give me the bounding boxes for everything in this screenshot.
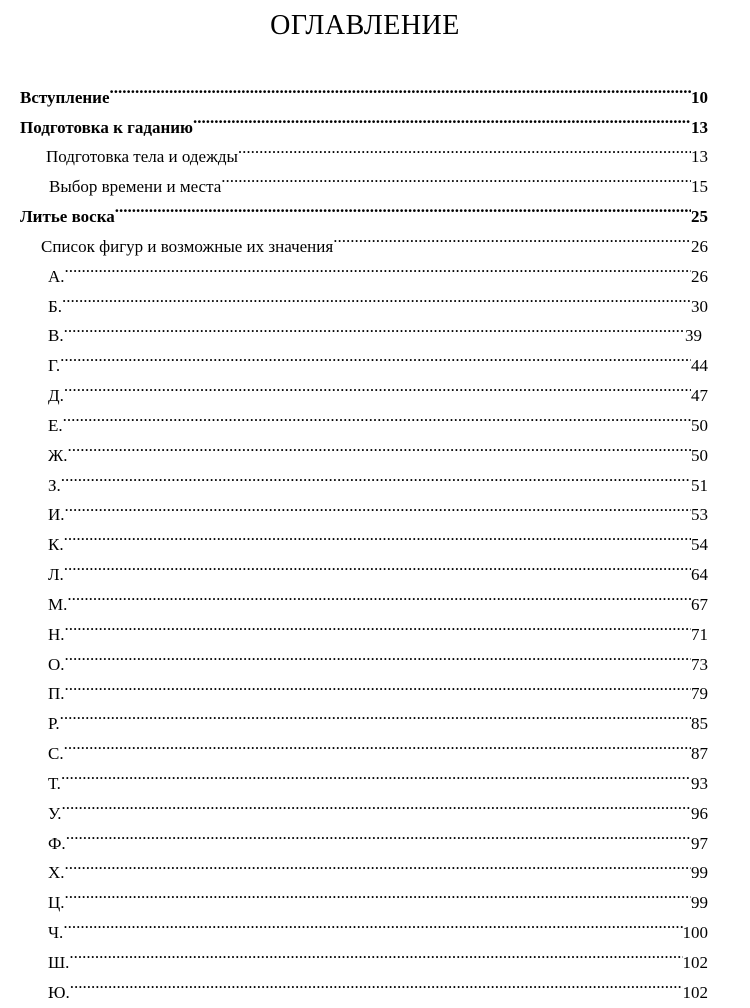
toc-entry-letter[interactable] [20,729,708,764]
dot-leader [110,73,691,103]
dot-leader [221,162,691,192]
toc-entry-label: К. [48,535,64,555]
dot-leader [62,282,691,312]
toc-entry-page-number: 97 [691,833,708,853]
toc-entry-page-number: 99 [691,893,708,913]
dot-leader [64,520,691,550]
toc-entry-page-number: 93 [691,773,708,793]
toc-entry-page-number: 96 [691,803,708,823]
dot-leader [60,699,691,729]
dot-leader [65,252,691,282]
toc-entry-label: Т. [48,773,61,793]
toc-entry-letter[interactable] [20,282,708,316]
dot-leader [64,550,691,580]
toc-entry-letter[interactable] [20,878,708,913]
toc-entry-letter[interactable] [20,461,708,495]
toc-entry-label: С. [48,744,64,764]
dot-leader [67,431,691,461]
toc-entry-page-number: 67 [691,594,708,614]
toc-entry-label: Ф. [48,833,66,853]
toc-entry-letter[interactable] [20,401,708,435]
toc-entry-letter[interactable] [20,491,708,525]
toc-entry-preparation[interactable] [20,103,708,137]
dot-leader [65,670,691,700]
toc-entry-page-number: 100 [682,923,708,943]
toc-entry-page-number: 44 [691,356,708,376]
toc-entry-label: Вступление [20,87,110,107]
toc-entry-label: О. [48,654,65,674]
dot-leader [62,789,691,819]
toc-entry-page-number: 54 [691,535,708,555]
toc-entry-label: И. [48,505,65,525]
toc-entry-label: Ж. [48,445,68,465]
toc-entry-letter[interactable] [20,699,708,734]
toc-entry-label: Ю. [48,982,70,1002]
toc-entry-page-number: 99 [691,863,708,883]
dot-leader [65,610,691,640]
toc-entry-wax-casting[interactable] [20,192,708,227]
toc-entry-page-number: 10 [691,87,708,107]
toc-entry-label: Б. [48,296,63,316]
toc-entry-label: Подготовка тела и одежды [46,147,238,167]
dot-leader [333,222,691,252]
toc-entry-page-number: 50 [691,415,708,435]
dot-leader [61,461,691,491]
toc-entry-page-number: 50 [691,445,708,465]
dot-leader [193,103,691,133]
dot-leader [70,968,683,998]
page-title: ОГЛАВЛЕНИЕ [270,10,460,41]
toc-entry-label: Подготовка к гаданию [20,117,194,137]
toc-entry-page-number: 53 [691,505,708,525]
toc-entry-letter[interactable] [20,371,708,406]
toc-entry-label: Х. [48,863,65,883]
toc-entry-page-number: 26 [691,266,708,286]
dot-leader [64,312,685,342]
toc-entry-label: У. [48,803,62,823]
dot-leader [69,938,682,968]
toc-entry-letter[interactable] [20,252,708,286]
toc-entry-letter[interactable] [20,640,708,674]
toc-entry-label: П. [48,684,65,704]
dot-leader [66,819,691,849]
toc-entry-letter[interactable] [20,819,708,853]
toc-entry-page-number: 85 [691,714,708,734]
dot-leader [61,759,691,789]
toc-entry-label: Н. [48,624,65,644]
toc-entry-page-number: 79 [691,684,708,704]
toc-entry-letter[interactable] [20,968,708,1002]
dot-leader [63,908,682,938]
dot-leader [115,192,691,222]
toc-entry-letter[interactable] [20,849,708,883]
toc-entry-letter[interactable] [20,610,708,644]
toc-entry-label: Д. [48,386,64,406]
toc-entry-label: Ш. [48,952,70,972]
toc-entry-label: Ч. [48,923,64,943]
toc-entry-page-number: 102 [682,982,708,1002]
toc-entry-page-number: 71 [691,624,708,644]
toc-entry-label: В. [48,326,64,346]
toc-entry-letter[interactable] [20,520,708,555]
toc-entry-introduction[interactable] [20,73,708,107]
toc-entry-label: Г. [48,356,61,376]
toc-entry-page-number: 73 [691,654,708,674]
toc-entry-label: Литье воска [20,207,115,227]
toc-entry-page-number: 39 [685,326,702,346]
toc-entry-figure-list[interactable] [20,222,708,256]
toc-entry-page-number: 25 [691,207,708,227]
toc-entry-label: Ц. [48,893,65,913]
toc-entry-page-number: 13 [691,117,708,137]
toc-entry-label: Список фигур и возможные их значения [41,236,334,256]
dot-leader [60,341,691,371]
toc-entry-page-number: 87 [691,744,708,764]
toc-entry-letter[interactable] [20,759,708,793]
dot-leader [64,371,691,401]
table-of-contents [20,73,708,1002]
dot-leader [238,133,691,163]
toc-entry-page-number: 26 [691,236,708,256]
toc-entry-page-number: 51 [691,475,708,495]
toc-entry-letter[interactable] [20,789,708,823]
toc-entry-page-number: 102 [682,952,708,972]
dot-leader [65,491,691,521]
toc-entry-letter[interactable] [20,938,708,972]
toc-entry-letter[interactable] [20,341,708,376]
dot-leader [67,580,691,610]
toc-entry-label: Р. [48,714,60,734]
toc-entry-label: Л. [48,565,64,585]
toc-entry-letter[interactable] [20,670,708,704]
dot-leader [65,640,691,670]
toc-entry-letter[interactable] [20,580,708,614]
toc-entry-label: А. [48,266,65,286]
toc-entry-label: Выбор времени и места [49,177,222,197]
toc-entry-page-number: 47 [691,386,708,406]
toc-entry-page-number: 64 [691,565,708,585]
toc-entry-letter[interactable] [20,908,708,943]
toc-entry-label: З. [48,475,61,495]
toc-entry-letter[interactable] [20,431,708,465]
dot-leader [64,729,691,759]
toc-entry-page-number: 15 [691,177,708,197]
dot-leader [63,401,691,431]
toc-entry-page-number: 30 [691,296,708,316]
toc-entry-page-number: 13 [691,147,708,167]
dot-leader [65,878,691,908]
toc-entry-letter[interactable] [20,312,708,346]
toc-entry-letter[interactable] [20,550,708,585]
dot-leader [65,849,691,879]
toc-entry-label: Е. [48,415,63,435]
toc-entry-label: М. [48,594,68,614]
